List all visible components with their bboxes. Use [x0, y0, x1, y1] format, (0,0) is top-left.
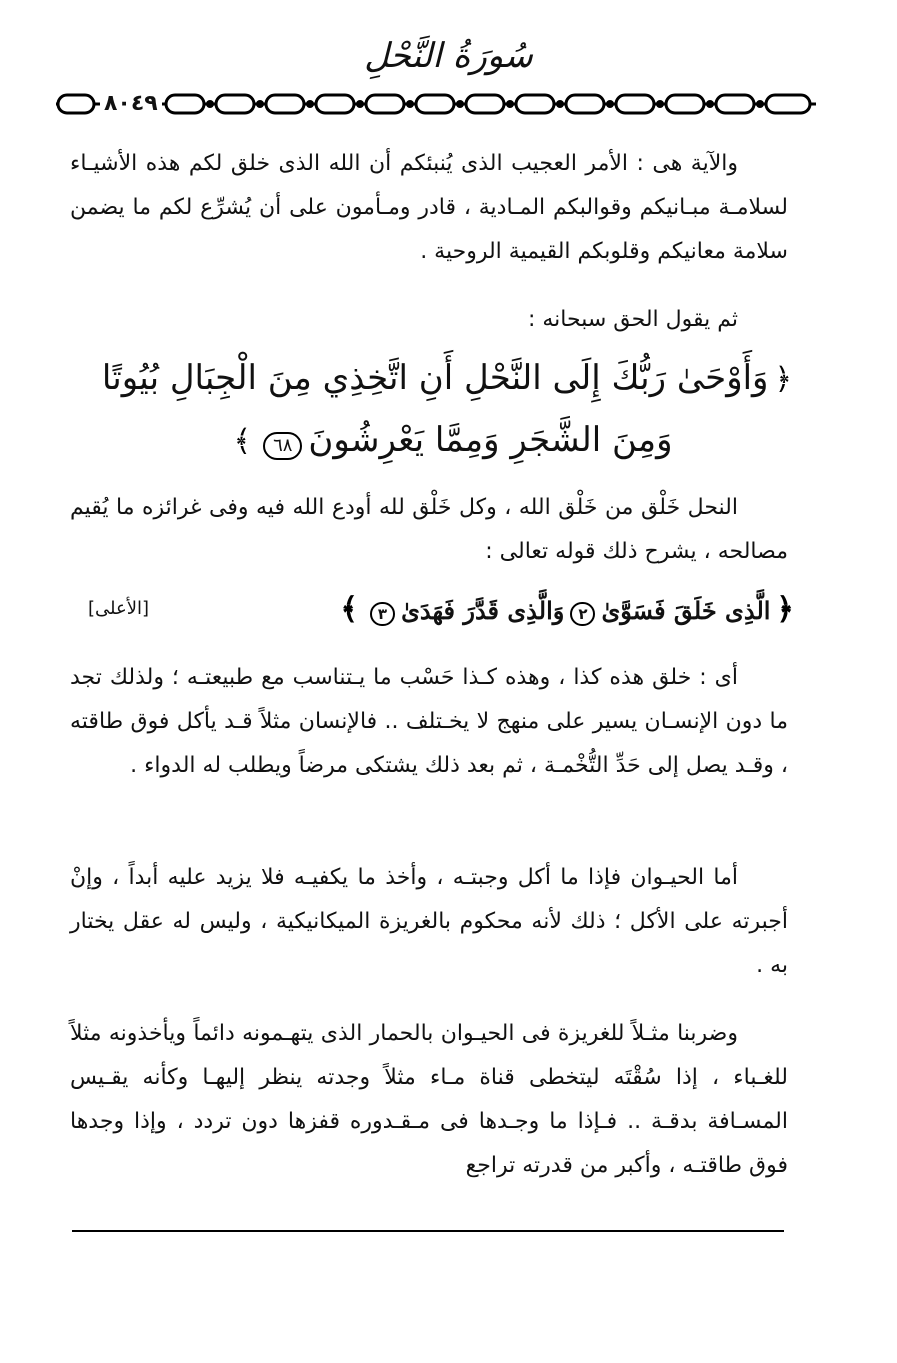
ayah-number-marker: ٢ [570, 602, 595, 626]
ayah-number-marker: ٣ [370, 602, 395, 626]
ayah-number-marker: ٦٨ [263, 432, 302, 460]
verse-text-line-2: وَمِنَ الشَّجَرِ وَمِمَّا يَعْرِشُونَ [308, 420, 673, 460]
verse-line-2 [60, 410, 840, 472]
paragraph-5 [70, 856, 788, 988]
verse-open-bracket: ﴿ [774, 362, 793, 397]
paragraph-text: أما الحيـوان فإذا ما أكل وجبتـه ، وأخذ ما يكفيـه فلا يزيد عليه أبداً ، وإنْ أجبرته على الأكل ؛ ذلك لأنه محكوم بالغريزة الميكانيكية ، وليس له عقل يختار به . [70, 865, 788, 978]
paragraph-2 [70, 298, 788, 342]
paragraph-text: والآية هى : الأمر العجيب الذى يُنبئكم أن الله الذى خلق لكم هذه الأشيـاء لسلامـة مبـانيكم وقوالبكم المـادية ، قادر ومـأمون على أن يُشرِّع لكم ما يضمن سلامة معانيكم وقلوبكم القيمية الروحية . [70, 151, 788, 264]
surah-title: سُورَةُ النَّحْلِ [364, 36, 533, 76]
verse-open-bracket: ﴿ [776, 592, 794, 627]
verse-short-part-1: الَّذِى خَلَقَ فَسَوَّىٰ [601, 596, 771, 625]
verse-close-bracket: ﴾ [233, 424, 252, 459]
footer-divider [72, 1230, 784, 1232]
verse-close-bracket: ﴾ [340, 592, 358, 627]
paragraph-1 [70, 142, 788, 274]
paragraph-text: ثم يقول الحق سبحانه : [527, 307, 738, 332]
header-ornament-chain [56, 90, 816, 118]
verse-text-line-1: وَأَوْحَىٰ رَبُّكَ إِلَى النَّحْلِ أَنِ اتَّخِذِي مِنَ الْجِبَالِ بُيُوتًا [101, 358, 769, 398]
page-number: ٨٠٤٩ [100, 91, 162, 116]
quran-verse-main [60, 348, 840, 472]
surah-reference: [الأعلى] [88, 598, 150, 619]
paragraph-4 [70, 656, 788, 788]
verse-short-part-2: وَالَّذِى قَدَّرَ فَهَدَىٰ [401, 596, 565, 625]
paragraph-6 [70, 1012, 788, 1188]
verse-line-1 [60, 348, 840, 410]
paragraph-text: النحل خَلْق من خَلْق الله ، وكل خَلْق لله أودع الله فيه وفى غرائزه ما يُقيم مصالحه ، يشرح ذلك قوله تعالى : [70, 495, 788, 564]
paragraph-text: أى : خلق هذه كذا ، وهذه كـذا حَسْب ما يـتناسب مع طبيعتـه ؛ ولذلك تجد ما دون الإنسـان يسير على منهج لا يخـتلف .. فالإنسان مثلاً قـد يأكل فوق طاقته ، وقـد يصل إلى حَدِّ التُّخْمـة ، ثم بعد ذلك يشتكى مرضاً ويطلب له الدواء . [70, 665, 788, 778]
paragraph-3 [70, 486, 788, 574]
quran-verse-short [270, 592, 800, 629]
paragraph-text: وضربنا مثـلاً للغريزة فى الحيـوان بالحمار الذى يتهـمونه دائماً ويأخذونه مثلاً للغـباء ، إذا سُقْتَه ليتخطى قناة مـاء مثلاً وجدته ينظر إليهـا وكأنه يقـيس المسـافة بدقـة .. فـإذا ما وجـدها فى مـقـدوره قفزها دون تردد ، وإذا وجدها فوق طاقتـه ، وأكبر من قدرته تراجع [70, 1021, 788, 1178]
